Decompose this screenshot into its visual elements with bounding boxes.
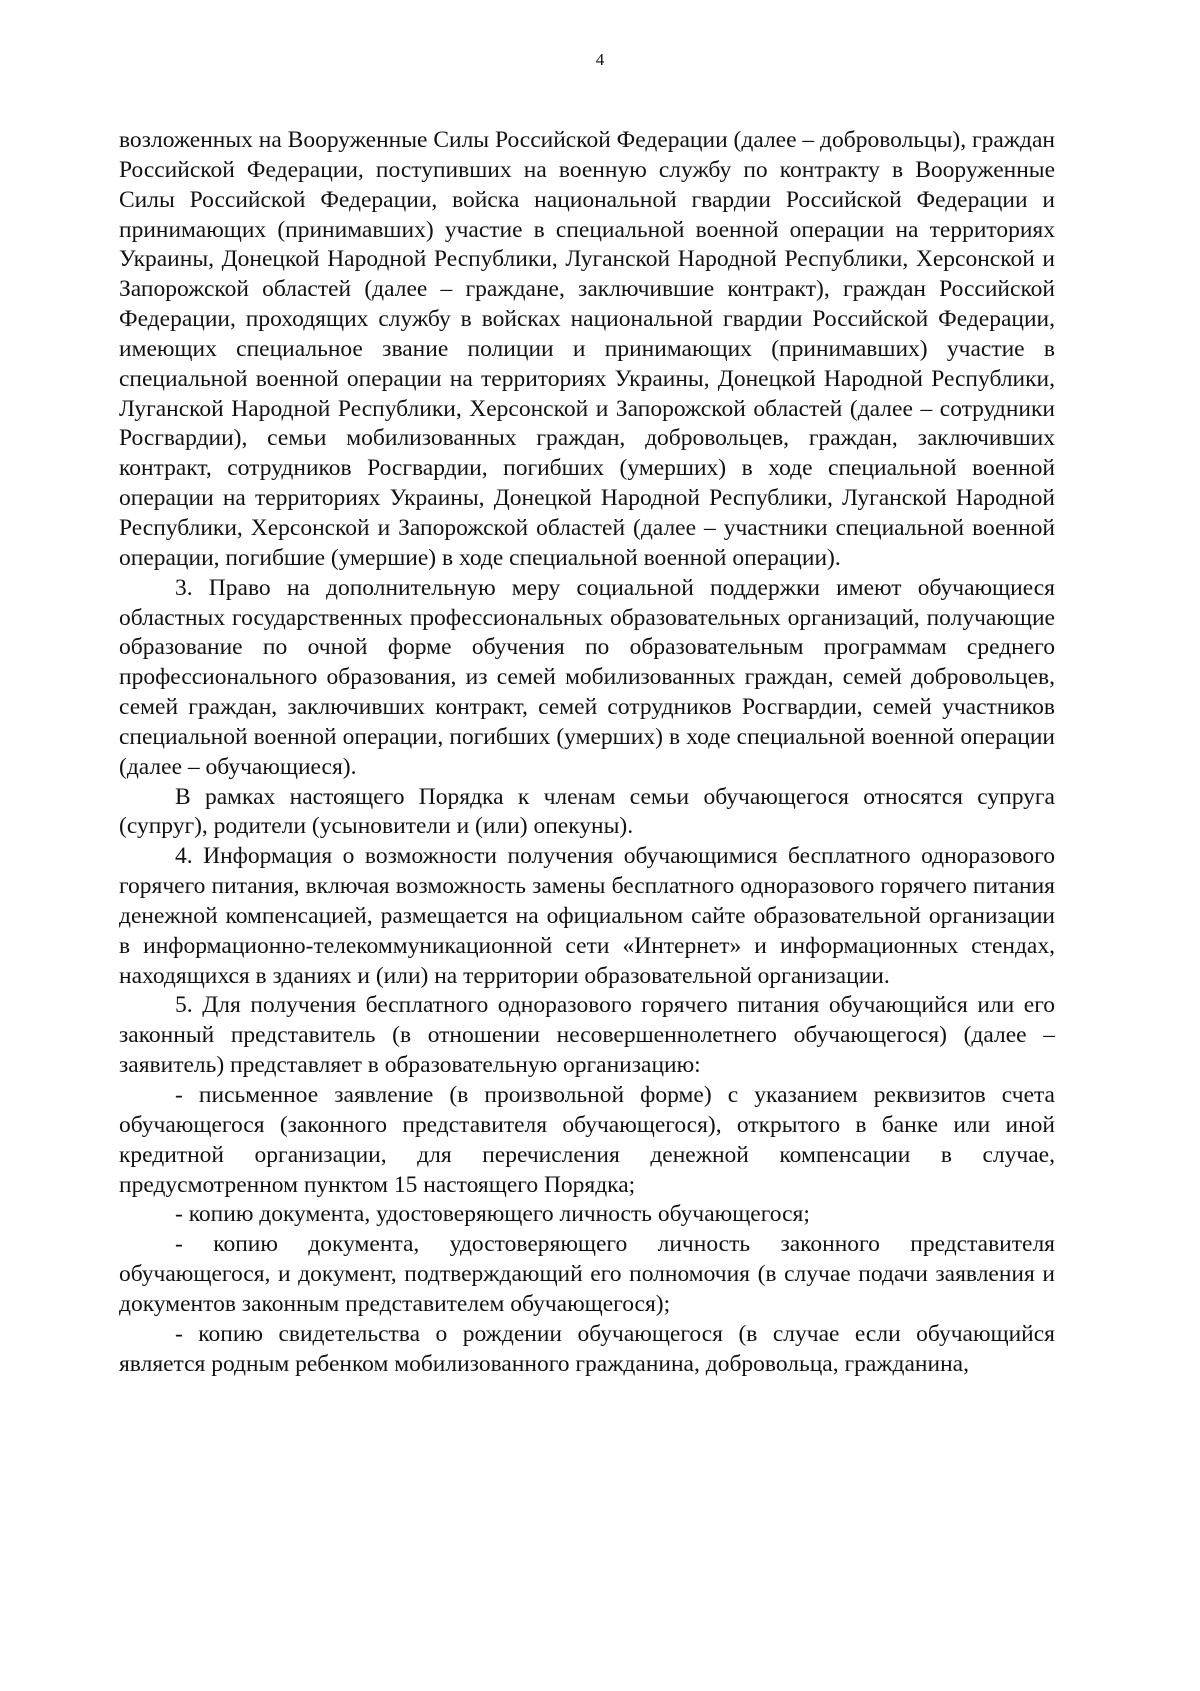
list-item-id-representative: - копию документа, удостоверяющего личность законного представителя обучающегося, и документ, подтверждающий его полномочия (в случае подачи заявления и документов законным представителем обучающегося); [119,1231,1055,1317]
document-body [119,126,1055,1379]
paragraph-item-3: 3. Право на дополнительную меру социальной поддержки имеют обучающиеся областных государственных профессиональных образовательных организаций, получающие образование по очной форме обучения по образовательным программам среднего профессионального образования, из семей мобилизованных граждан, семей добровольцев, семей граждан, заключивших контракт, семей сотрудников Росгвардии, семей участников специальной военной операции, погибших (умерших) в ходе специальной военной операции (далее – обучающиеся). [119,574,1055,780]
paragraph-continuation: возложенных на Вооруженные Силы Российской Федерации (далее – добровольцы), граждан Российской Федерации, поступивших на военную службу по контракту в Вооруженные Силы Российской Федерации, войска национальной гвардии Российской Федерации и принимающих (принимавших) участие в специальной военной операции на территориях Украины, Донецкой Народной Республики, Луганской Народной Республики, Херсонской и Запорожской областей (далее – граждане, заключившие контракт), граждан Российской Федерации, проходящих службу в войсках национальной гвардии Российской Федерации, имеющих специальное звание полиции и принимающих (принимавших) участие в специальной военной операции на территориях Украины, Донецкой Народной Республики, Луганской Народной Республики, Херсонской и Запорожской областей (далее – сотрудники Росгвардии), семьи мобилизованных граждан, добровольцев, граждан, заключивших контракт, сотрудников Росгвардии, погибших (умерших) в ходе специальной военной операции на территориях Украины, Донецкой Народной Республики, Луганской Народной Республики, Херсонской и Запорожской областей (далее – участники специальной военной операции, погибшие (умершие) в ходе специальной военной операции). [119,127,1055,571]
page-number: 4 [595,50,605,69]
list-item-id-student: - копию документа, удостоверяющего личность обучающегося; [175,1201,810,1228]
list-item-birth-certificate: - копию свидетельства о рождении обучающегося (в случае если обучающийся является родным ребенком мобилизованного гражданина, добровольца, гражданина, [119,1320,1055,1377]
list-item-application: - письменное заявление (в произвольной форме) с указанием реквизитов счета обучающегося (законного представителя обучающегося), открытого в банке или иной кредитной организации, для перечисления денежной компенсации в случае, предусмотренном пунктом 15 настоящего Порядка; [119,1082,1055,1198]
paragraph-item-5: 5. Для получения бесплатного одноразового горячего питания обучающийся или его законный представитель (в отношении несовершеннолетнего обучающегося) (далее – заявитель) представляет в образовательную организацию: [119,992,1055,1079]
paragraph-family-members: В рамках настоящего Порядка к членам семьи обучающегося относятся супруга (супруг), родители (усыновители и (или) опекуны). [119,783,1055,840]
paragraph-item-4: 4. Информация о возможности получения обучающимися бесплатного одноразового горячего питания, включая возможность замены бесплатного одноразового горячего питания денежной компенсацией, размещается на официальном сайте образовательной организации в информационно-телекоммуникационной сети «Интернет» и информационных стендах, находящихся в зданиях и (или) на территории образовательной организации. [119,843,1055,989]
